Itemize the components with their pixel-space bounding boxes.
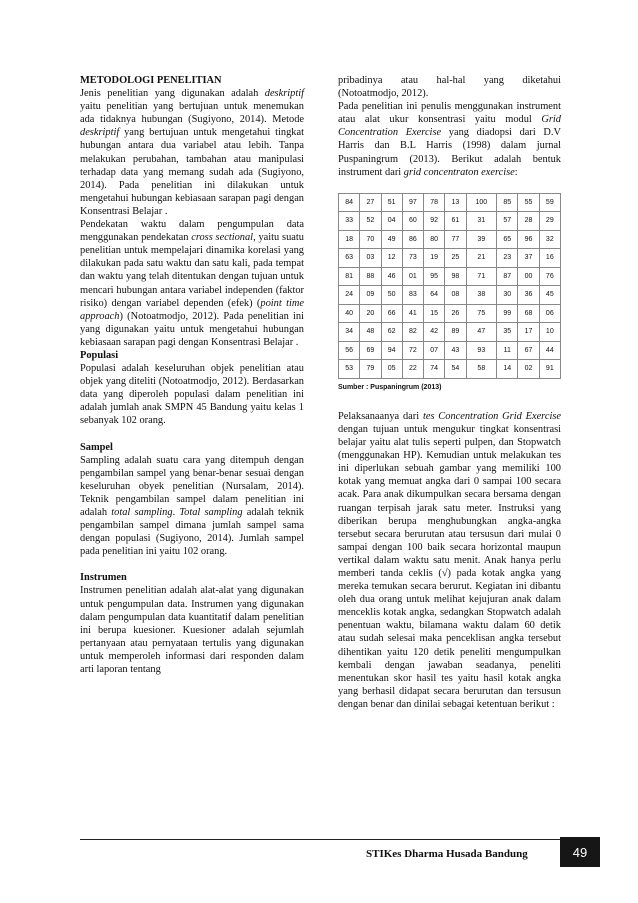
table-cell: 75 — [466, 304, 497, 323]
right-column — [338, 74, 561, 711]
table-cell: 58 — [466, 360, 497, 379]
table-cell: 56 — [339, 341, 360, 360]
table-cell: 41 — [402, 304, 423, 323]
table-cell: 40 — [339, 304, 360, 323]
heading-populasi: Populasi — [80, 349, 119, 361]
table-cell: 42 — [424, 323, 445, 342]
table-cell: 08 — [445, 286, 466, 305]
table-cell: 30 — [497, 286, 518, 305]
table-cell: 88 — [360, 267, 381, 286]
table-cell: 99 — [497, 304, 518, 323]
table-cell: 33 — [339, 212, 360, 231]
table-cell: 59 — [539, 193, 560, 212]
term-cross-sectional: cross sectional — [191, 232, 254, 244]
table-cell: 23 — [497, 249, 518, 268]
table-cell: 73 — [402, 249, 423, 268]
table-cell: 53 — [339, 360, 360, 379]
table-cell: 69 — [360, 341, 381, 360]
term-point-time: point time approach — [80, 297, 304, 322]
table-cell: 44 — [539, 341, 560, 360]
concentration-grid-table — [338, 193, 561, 379]
table-cell: 38 — [466, 286, 497, 305]
text: adalah teknik pengambilan sampel dimana jumlah sampel sama dengan populasi (Sugiyono, 2014). Jumlah sampel pada penelitian ini yaitu 102 orang. — [80, 507, 304, 558]
table-cell: 76 — [539, 267, 560, 286]
table-cell: 29 — [539, 212, 560, 231]
table-cell: 61 — [445, 212, 466, 231]
term-grid-exercise: tes Concentration Grid Exercise — [422, 410, 561, 422]
table-cell: 100 — [466, 193, 497, 212]
paragraph-pelaksanaan — [338, 410, 561, 711]
table-cell: 27 — [360, 193, 381, 212]
table-cell: 63 — [339, 249, 360, 268]
text: ) (Notoatmodjo, 2012). Pada penelitian ini yang digunakan yaitu untuk mengetahui hubungan kebiasaan sarapan pagi dengan Konsentrasi Belajar . — [80, 310, 304, 348]
table-cell: 89 — [445, 323, 466, 342]
paragraph-metode — [80, 87, 304, 218]
table-row — [339, 286, 561, 305]
table-cell: 49 — [381, 230, 402, 249]
table-cell: 83 — [402, 286, 423, 305]
table-cell: 81 — [339, 267, 360, 286]
table-cell: 85 — [497, 193, 518, 212]
heading-instrumen: Instrumen — [80, 572, 127, 584]
table-cell: 02 — [518, 360, 539, 379]
text: yaitu penelitian yang bertujuan untuk menemukan ada tidaknya hubungan (Sugiyono, 2014). Metode — [80, 101, 304, 126]
term-grid-concentration: grid concentraton exercise — [403, 166, 515, 178]
table-cell: 35 — [497, 323, 518, 342]
table-cell: 91 — [539, 360, 560, 379]
table-cell: 82 — [402, 323, 423, 342]
table-cell: 97 — [402, 193, 423, 212]
table-cell: 65 — [497, 230, 518, 249]
table-row — [339, 267, 561, 286]
text: Sampling adalah suatu cara yang ditempuh dengan pengambilan sampel yang benar-benar sesuai dengan keseluruhan obyek penelitian (Nursalam, 2014). Teknik pengambilan sampel dalam penelitian ini adalah — [80, 454, 304, 518]
table-cell: 51 — [381, 193, 402, 212]
table-cell: 92 — [424, 212, 445, 231]
table-cell: 34 — [339, 323, 360, 342]
text: Pendekatan waktu dalam pengumpulan data menggunakan pendekatan — [80, 219, 304, 244]
table-cell: 78 — [424, 193, 445, 212]
table-cell: 28 — [518, 212, 539, 231]
table-row — [339, 249, 561, 268]
table-cell: 14 — [497, 360, 518, 379]
table-cell: 00 — [518, 267, 539, 286]
paragraph-populasi: Populasi adalah keseluruhan objek penelitian atau objek yang diteliti (Notoatmodjo, 2012). Berdasarkan data yang diperoleh populasi dalam penelitian ini adalah jumlah anak SMPN 45 Bandung yaitu kelas 1 sebanyak 102 orang. — [80, 363, 304, 427]
table-cell: 25 — [445, 249, 466, 268]
table-cell: 80 — [424, 230, 445, 249]
table-row — [339, 304, 561, 323]
table-cell: 94 — [381, 341, 402, 360]
table-cell: 71 — [466, 267, 497, 286]
table-cell: 86 — [402, 230, 423, 249]
text: : — [514, 166, 518, 178]
table-row — [339, 230, 561, 249]
table-cell: 79 — [360, 360, 381, 379]
table-cell: 46 — [381, 267, 402, 286]
table-cell: 16 — [539, 249, 560, 268]
table-cell: 09 — [360, 286, 381, 305]
table-cell: 48 — [360, 323, 381, 342]
table-cell: 37 — [518, 249, 539, 268]
table-cell: 07 — [424, 341, 445, 360]
table-cell: 93 — [466, 341, 497, 360]
table-cell: 31 — [466, 212, 497, 231]
table-cell: 05 — [381, 360, 402, 379]
paragraph-instrumen: Instrumen penelitian adalah alat-alat yang digunakan untuk pengumpulan data. Instrumen yang digunakan dalam pengumpulan data kuantitatif dalam penelitian ini berupa kuesioner. Kuesioner adalah sejumlah pertanyaan atau pernyataan tertulis yang digunakan untuk memperoleh informasi dari responden dalam arti laporan tentang — [80, 585, 304, 676]
text: Pelaksanaanya dari — [338, 410, 423, 422]
table-cell: 60 — [402, 212, 423, 231]
table-cell: 18 — [339, 230, 360, 249]
table-cell: 19 — [424, 249, 445, 268]
table-cell: 77 — [445, 230, 466, 249]
paragraph-sampel — [80, 454, 304, 559]
table-cell: 24 — [339, 286, 360, 305]
table-cell: 66 — [381, 304, 402, 323]
term-deskriptif: deskriptif — [264, 88, 304, 100]
text: Jenis penelitian yang digunakan adalah — [80, 88, 265, 100]
table-cell: 12 — [381, 249, 402, 268]
table-cell: 95 — [424, 267, 445, 286]
heading-sampel: Sampel — [80, 441, 113, 453]
table-row — [339, 212, 561, 231]
table-cell: 17 — [518, 323, 539, 342]
table-cell: 84 — [339, 193, 360, 212]
text: Pada penelitian ini penulis menggunakan instrument atau alat ukur konsentrasi yaitu modul — [338, 101, 561, 126]
table-cell: 52 — [360, 212, 381, 231]
table-cell: 62 — [381, 323, 402, 342]
table-cell: 06 — [539, 304, 560, 323]
table-cell: 64 — [424, 286, 445, 305]
table-cell: 20 — [360, 304, 381, 323]
table-cell: 87 — [497, 267, 518, 286]
table-cell: 43 — [445, 341, 466, 360]
table-cell: 22 — [402, 360, 423, 379]
table-cell: 67 — [518, 341, 539, 360]
table-cell: 15 — [424, 304, 445, 323]
table-row — [339, 341, 561, 360]
left-column — [80, 74, 304, 676]
table-cell: 47 — [466, 323, 497, 342]
table-cell: 57 — [497, 212, 518, 231]
paragraph-pendekatan — [80, 218, 304, 349]
table-source: Sumber : Puspaningrum (2013) — [338, 383, 442, 391]
table-cell: 55 — [518, 193, 539, 212]
table-cell: 21 — [466, 249, 497, 268]
table-cell: 45 — [539, 286, 560, 305]
text: dengan tujuan untuk mengukur tingkat konsentrasi belajar yaitu alat tulis seperti pulpen, dan Stopwatch (menggunakan HP). Kemudian untuk melakukan tes ini diperlukan sebuah gambar yang memiliki 100 kotak yang memuat angka dari 0 sampai 100 secara acak. Para anak dikumpulkan secara bersama dengan ruangan terpisah jarak satu meter. Instruksi yang diberikan berupa menghubungkan angka-angka tersebut secara berurutan atau tersusun dari mulai 0 sampai dengan 100 baik secara horizontal maupun vertikal dalam waktu satu menit. Anak hanya perlu memberi tanda ceklis (√) pada kotak angka yang mereka temukan secara berurut. Kegiatan ini dibantu oleh dua orang untuk melihat kejujuran anak dalam menceklis kotak angka, sedangkan Stopwatch adalah penentuan waktu, bilamana waktu dalam 60 detik atau sudah selesai maka penceklisan angka tersebut dihentikan yaitu 120 detik peneliti mengumpulkan kembali dengan jawaban seadanya, peneliti menentukan skor hasil tes yaitu hasil kotak angka yang berhasil didapat secara berurutan dan tersusun dengan benar dan dinilai sebagai ketentuan berikut : — [338, 423, 561, 710]
paragraph-continuation: pribadinya atau hal-hal yang diketahui (Notoatmodjo, 2012). — [338, 75, 561, 100]
paragraph-instrument-intro — [338, 100, 561, 179]
table-cell: 98 — [445, 267, 466, 286]
table-cell: 11 — [497, 341, 518, 360]
footer-rule — [80, 839, 560, 840]
table-row — [339, 193, 561, 212]
table-cell: 50 — [381, 286, 402, 305]
table-cell: 39 — [466, 230, 497, 249]
text: . — [172, 507, 180, 518]
table-cell: 04 — [381, 212, 402, 231]
footer-institution: STIKes Dharma Husada Bandung — [366, 848, 528, 860]
text: yang diadopsi dari D.V Harris dan B.L Harris (1998) dalam jurnal Puspaningrum (2013). Berikut adalah bentuk instrument dari — [338, 127, 562, 178]
table-cell: 01 — [402, 267, 423, 286]
term-deskriptif: deskriptif — [80, 127, 120, 139]
table-cell: 36 — [518, 286, 539, 305]
table-row — [339, 323, 561, 342]
term-total-sampling: total sampling — [111, 507, 173, 518]
term-grid-concentration: Grid Concentration Exercise — [338, 114, 561, 139]
table-cell: 72 — [402, 341, 423, 360]
table-cell: 54 — [445, 360, 466, 379]
text: yang bertujuan untuk mengetahui tingkat hubungan antara dua variabel atau lebih. Tanpa melakukan perubahan, tambahan atau manipulasi terhadap data yang memang sudah ada (Sugiyono, 2014). Pada penelitian ini dilakukan untuk mengetahui hubungan kebiasaan sarapan pagi dengan Konsentrasi Belajar . — [80, 127, 304, 217]
text: , yaitu suatu penelitian untuk mempelajari dinamika korelasi yang dilakukan pada satu waktu dan satu kali, pada tempat dan waktu yang telah ditentukan dengan tujuan untuk mencari hubungan antara variabel independen (faktor risiko) dengan variabel dependen (efek) ( — [80, 232, 304, 309]
table-cell: 10 — [539, 323, 560, 342]
table-cell: 26 — [445, 304, 466, 323]
table-cell: 68 — [518, 304, 539, 323]
term-total-sampling: Total sampling — [179, 507, 243, 518]
table-cell: 70 — [360, 230, 381, 249]
heading-metodologi: METODOLOGI PENELITIAN — [80, 75, 222, 86]
table-cell: 32 — [539, 230, 560, 249]
table-row — [339, 360, 561, 379]
table-cell: 96 — [518, 230, 539, 249]
table-cell: 03 — [360, 249, 381, 268]
table-cell: 74 — [424, 360, 445, 379]
table-cell: 13 — [445, 193, 466, 212]
page-number: 49 — [560, 837, 600, 867]
